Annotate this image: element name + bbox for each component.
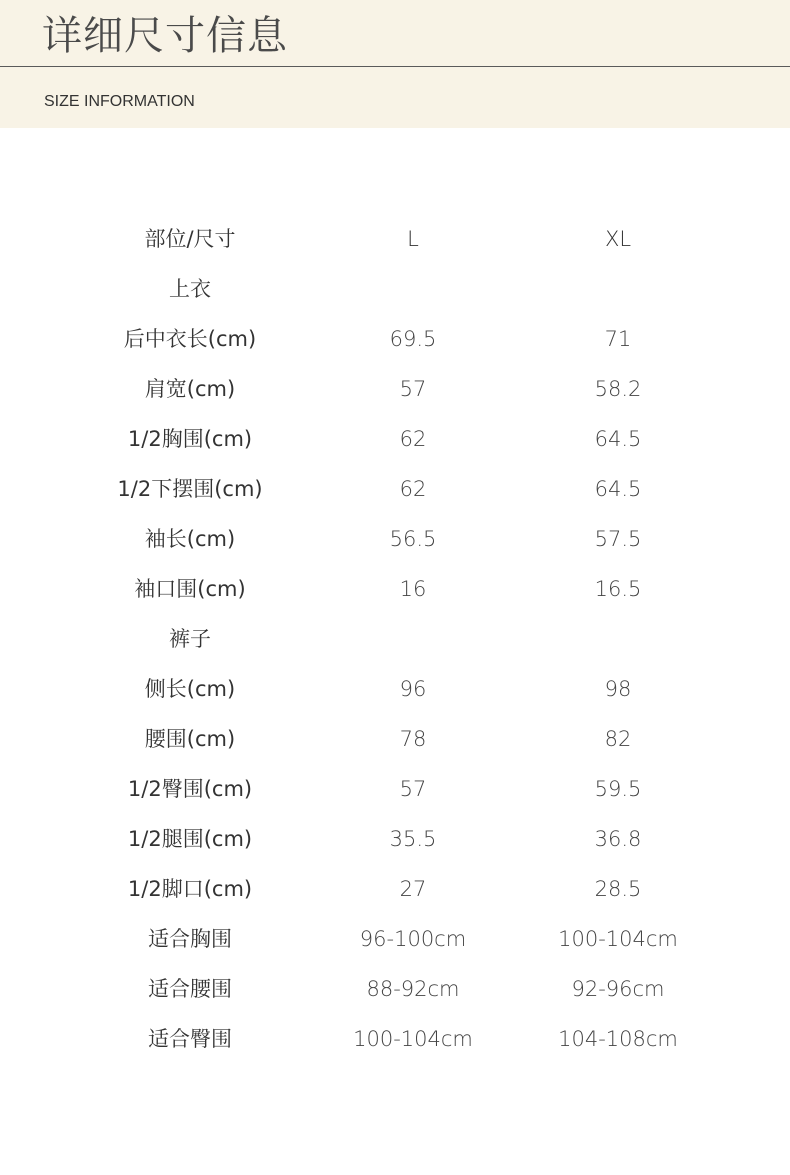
size-xl-value: 36.8 [594, 827, 642, 851]
size-xl-value: 64.5 [594, 427, 642, 451]
row-label: 侧长(cm) [144, 677, 236, 701]
page-title: 详细尺寸信息 [42, 13, 288, 59]
table-header-row [0, 214, 790, 264]
size-xl-value: 57.5 [594, 527, 642, 551]
table-row [0, 664, 790, 714]
size-xl-value: 104-108cm [558, 1027, 678, 1051]
row-label: 肩宽(cm) [144, 377, 236, 401]
size-l-value: 88-92cm [366, 977, 460, 1001]
size-l-value: 57 [399, 377, 427, 401]
size-xl-value: 16.5 [594, 577, 642, 601]
size-xl-value: 82 [604, 727, 632, 751]
header-banner [0, 0, 790, 128]
row-label: 裤子 [169, 627, 211, 651]
table-row [0, 614, 790, 664]
size-xl-value [518, 614, 718, 664]
row-label: 适合臀围 [148, 1027, 232, 1051]
table-row [0, 964, 790, 1014]
size-table [0, 214, 790, 1064]
row-label: 袖长(cm) [144, 527, 236, 551]
table-row [0, 564, 790, 614]
size-l-value [313, 614, 513, 664]
table-row [0, 714, 790, 764]
page-subtitle: SIZE INFORMATION [44, 93, 195, 110]
size-xl-value: 58.2 [594, 377, 642, 401]
size-l-value: 16 [399, 577, 427, 601]
size-xl-value: 100-104cm [558, 927, 678, 951]
size-xl-value: 98 [604, 677, 632, 701]
row-label: 适合胸围 [148, 927, 232, 951]
size-l-value: 96 [399, 677, 427, 701]
size-l-value: 56.5 [389, 527, 437, 551]
size-l-value: 96-100cm [359, 927, 467, 951]
table-row [0, 464, 790, 514]
column-header-l: L [407, 227, 419, 251]
size-xl-value: 28.5 [594, 877, 642, 901]
size-xl-value: 71 [604, 327, 632, 351]
table-row [0, 864, 790, 914]
size-xl-value: 92-96cm [571, 977, 665, 1001]
size-xl-value: 59.5 [594, 777, 642, 801]
table-row [0, 264, 790, 314]
row-label: 腰围(cm) [144, 727, 236, 751]
row-label: 1/2臀围(cm) [127, 777, 253, 801]
table-row [0, 364, 790, 414]
row-label: 上衣 [169, 277, 211, 301]
table-row [0, 314, 790, 364]
size-l-value: 62 [399, 477, 427, 501]
row-label: 1/2胸围(cm) [127, 427, 253, 451]
size-l-value: 69.5 [389, 327, 437, 351]
column-header-xl: XL [604, 227, 632, 251]
row-label: 袖口围(cm) [134, 577, 246, 601]
table-row [0, 1014, 790, 1064]
column-header-part: 部位/尺寸 [144, 227, 236, 251]
row-label: 后中衣长(cm) [123, 327, 257, 351]
row-label: 1/2脚口(cm) [127, 877, 253, 901]
size-l-value: 78 [399, 727, 427, 751]
row-label: 1/2下摆围(cm) [117, 477, 263, 501]
table-row [0, 414, 790, 464]
table-row [0, 914, 790, 964]
size-xl-value: 64.5 [594, 477, 642, 501]
header-divider [0, 66, 790, 67]
size-l-value: 35.5 [389, 827, 437, 851]
size-xl-value [518, 264, 718, 314]
size-l-value: 27 [399, 877, 427, 901]
table-row [0, 814, 790, 864]
size-l-value: 62 [399, 427, 427, 451]
table-row [0, 514, 790, 564]
table-body [0, 264, 790, 1064]
size-l-value: 100-104cm [353, 1027, 473, 1051]
row-label: 1/2腿围(cm) [127, 827, 253, 851]
size-l-value [313, 264, 513, 314]
table-row [0, 764, 790, 814]
row-label: 适合腰围 [148, 977, 232, 1001]
size-l-value: 57 [399, 777, 427, 801]
